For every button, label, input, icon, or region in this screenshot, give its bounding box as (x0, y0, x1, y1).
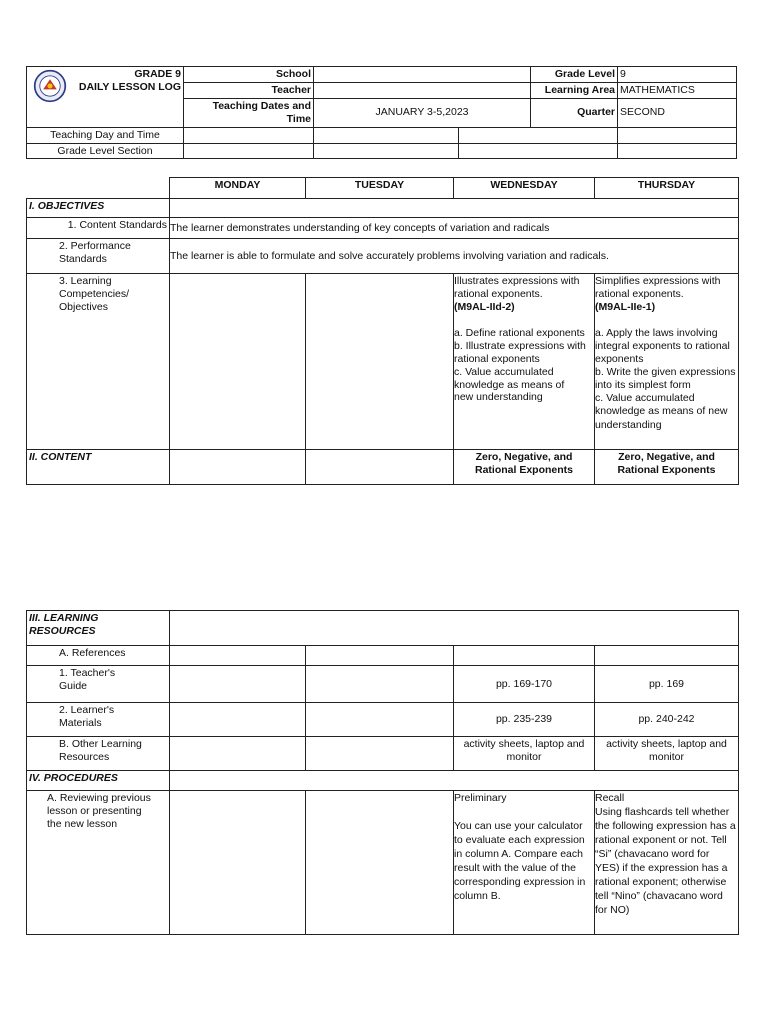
objectives-heading-filler (170, 199, 739, 218)
learners-materials-label: 2. Learner's Materials (27, 703, 170, 737)
other-resources-tuesday (306, 737, 454, 771)
references-tuesday (306, 646, 454, 666)
school-value (314, 67, 531, 83)
corner-cell (27, 178, 170, 199)
teacher-value (314, 83, 531, 99)
procedure-a-wednesday: Preliminary You can use your calculator to evaluate each expression in column A. Compare each result with the value of the corresponding expression in column B. (454, 791, 595, 935)
procedure-a-monday (170, 791, 306, 935)
content-standards-text: The learner demonstrates understanding of key concepts of variation and radicals (170, 218, 739, 239)
thu-competency-intro: Simplifies expressions with rational exponents. (595, 275, 721, 300)
teachers-guide-wednesday: pp. 169-170 (454, 666, 595, 703)
learning-area-value: MATHEMATICS (618, 83, 737, 99)
competencies-wednesday (454, 274, 595, 450)
quarter-label: Quarter (531, 99, 618, 128)
day-time-label: Teaching Day and Time (27, 127, 184, 143)
competencies-label: 3. Learning Competencies/ Objectives (27, 274, 170, 450)
day-time-thursday (618, 127, 737, 143)
grade-level-value: 9 (618, 67, 737, 83)
teachers-guide-monday (170, 666, 306, 703)
day-time-wednesday (459, 127, 618, 143)
procedure-a-tuesday (306, 791, 454, 935)
thu-objective-items: a. Apply the laws involving integral exponents to rational exponents b. Write the given expressions into its simplest form c. Value accumulated knowledge as means of new understanding (595, 327, 736, 431)
quarter-value: SECOND (618, 99, 737, 128)
content-thursday: Zero, Negative, and Rational Exponents (595, 450, 739, 485)
grade-heading: GRADE 9 (134, 68, 181, 80)
header-title-cell (27, 67, 184, 128)
teachers-guide-thursday: pp. 169 (595, 666, 739, 703)
teachers-guide-label: 1. Teacher's Guide (27, 666, 170, 703)
learners-materials-wednesday: pp. 235-239 (454, 703, 595, 737)
teacher-label: Teacher (184, 83, 314, 99)
header-table (26, 66, 737, 159)
resources-table (26, 610, 739, 935)
school-label: School (184, 67, 314, 83)
dates-value: JANUARY 3-5,2023 (314, 99, 531, 128)
other-resources-monday (170, 737, 306, 771)
thu-competency-code: (M9AL-IIe-1) (595, 300, 656, 313)
day-time-tuesday (314, 127, 459, 143)
wed-competency-intro: Illustrates expressions with rational exponents. (454, 275, 580, 300)
day-header-wednesday: WEDNESDAY (454, 178, 595, 199)
grade-level-label: Grade Level (531, 67, 618, 83)
teachers-guide-tuesday (306, 666, 454, 703)
performance-standards-label: 2. Performance Standards (27, 239, 170, 274)
learning-area-label: Learning Area (531, 83, 618, 99)
competencies-tuesday (306, 274, 454, 450)
section-tuesday (314, 143, 459, 159)
learning-resources-heading: III. LEARNING RESOURCES (27, 611, 170, 646)
content-standards-label: 1. Content Standards (27, 218, 170, 239)
references-wednesday (454, 646, 595, 666)
day-time-monday (184, 127, 314, 143)
learners-materials-thursday: pp. 240-242 (595, 703, 739, 737)
section-wednesday (459, 143, 618, 159)
competencies-monday (170, 274, 306, 450)
content-monday (170, 450, 306, 485)
learners-materials-monday (170, 703, 306, 737)
section-monday (184, 143, 314, 159)
performance-standards-text: The learner is able to formulate and solve accurately problems involving variation and radicals. (170, 239, 739, 274)
procedure-a-thursday: Recall Using flashcards tell whether the following expression has a rational exponent or not. Tell “Si” (chavacano word for YES) if the expression has a rational exponent; otherwise tell “Nino” (chavacano word for NO) (595, 791, 739, 935)
deped-seal-icon (33, 69, 67, 103)
objectives-table (26, 177, 739, 485)
wed-objective-items: a. Define rational exponents b. Illustrate expressions with rational exponents c. Value accumulated knowledge as means of new understanding (454, 327, 586, 404)
procedure-a-label: A. Reviewing previous lesson or presenting the new lesson (27, 791, 170, 935)
log-title: DAILY LESSON LOG (78, 80, 181, 93)
day-header-thursday: THURSDAY (595, 178, 739, 199)
content-tuesday (306, 450, 454, 485)
section-thursday (618, 143, 737, 159)
other-resources-label: B. Other Learning Resources (27, 737, 170, 771)
references-monday (170, 646, 306, 666)
content-heading: II. CONTENT (27, 450, 170, 485)
section-label: Grade Level Section (27, 143, 184, 159)
learning-resources-filler (170, 611, 739, 646)
references-label: A. References (27, 646, 170, 666)
objectives-heading: I. OBJECTIVES (27, 199, 170, 218)
content-wednesday: Zero, Negative, and Rational Exponents (454, 450, 595, 485)
other-resources-wednesday: activity sheets, laptop and monitor (454, 737, 595, 771)
other-resources-thursday: activity sheets, laptop and monitor (595, 737, 739, 771)
procedures-heading: IV. PROCEDURES (27, 771, 170, 791)
day-header-monday: MONDAY (170, 178, 306, 199)
competencies-thursday (595, 274, 739, 450)
procedures-heading-filler (170, 771, 739, 791)
learners-materials-tuesday (306, 703, 454, 737)
references-thursday (595, 646, 739, 666)
wed-competency-code: (M9AL-IId-2) (454, 300, 515, 313)
dates-label: Teaching Dates and Time (184, 99, 314, 128)
day-header-tuesday: TUESDAY (306, 178, 454, 199)
